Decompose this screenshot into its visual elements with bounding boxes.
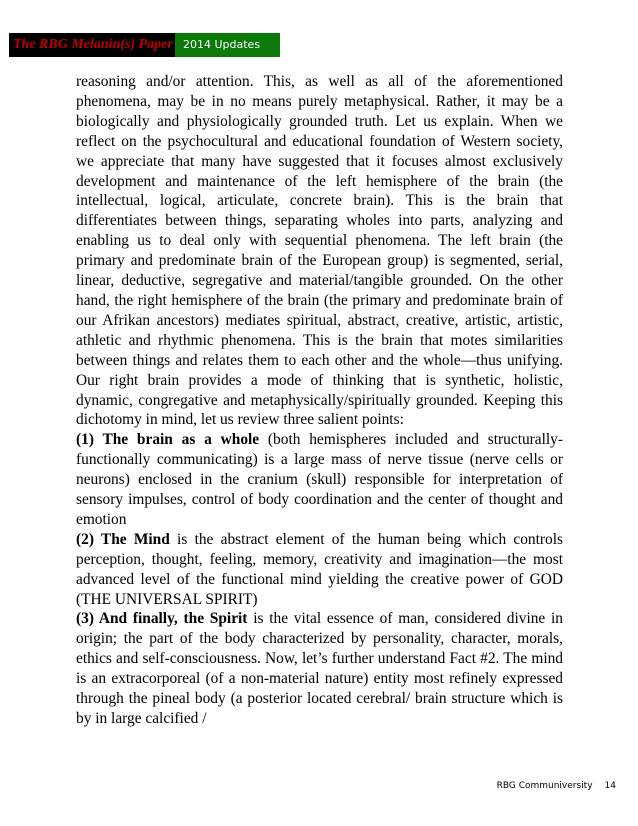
intro-paragraph: reasoning and/or attention. This, as well as all of the aforementioned phenomena, may be in no means purely metaphysical. Rather, it may be a biologically and physiologically grounded truth. Let us explain. When we reflect on the psychocultural and educational foundation of Western society, we appreciate that many have suggested that it focuses almost exclusively development and maintenance of the left hemisphere of the brain (the intellectual, logical, articulate, concrete brain). This is the brain that differentiates between things, separating wholes into parts, analyzing and enabling us to deal only with sequential phenomena. The left brain (the primary and predominate brain of the European group) is segmented, serial, linear, deductive, segregative and material/tangible grounded. On the other hand, the right hemisphere of the brain (the primary and predominate brain of our Afrikan ancestors) mediates spiritual, abstract, creative, artistic, artistic, athletic and rhythmic phenomena. This is the brain that motes similarities between things and relates them to each other and the whole—thus unifying. Our right brain provides a mode of thinking that is synthetic, holistic, dynamic, congregative and metaphysically/spiritually grounded. Keeping this dichotomy in mind, let us review three salient points:: [76, 73, 563, 429]
header-title: The RBG Melanin(s) Paper: [9, 33, 175, 57]
page-header: [9, 33, 280, 57]
page-number: 14: [604, 781, 616, 791]
page-footer: [497, 781, 616, 791]
point-3-text: is the vital essence of man, considered divine in origin; the part of the body characterized by personality, character, morals, ethics and self-consciousness. Now, let’s further understand Fact #2. The mind is an extracorporeal (of a non-material nature) entity most refinely expressed through the pineal body (a posterior located cerebral/ brain structure which is by in large calcified /: [76, 610, 564, 727]
header-tag: 2014 Updates: [175, 33, 280, 57]
point-3: [76, 609, 563, 728]
point-1: [76, 430, 563, 530]
footer-source: RBG Communiversity: [496, 781, 593, 791]
point-2-text: is the abstract element of the human being which controls perception, thought, feeling, memory, creativity and imagination—the most advanced level of the functional mind yielding the creative power of GOD (THE UNIVERSAL SPIRIT): [76, 530, 563, 608]
point-2-lead: (2) The Mind: [76, 530, 170, 548]
point-3-lead: (3) And finally, the Spirit: [76, 610, 248, 628]
point-1-text: (both hemispheres included and structurally-functionally communicating) is a large mass of nerve tissue (nerve cells or neurons) enclosed in the cranium (skull) responsible for interpretation of sensory impulses, control of body coordination and the center of thought and emotion: [76, 431, 563, 528]
point-2: [76, 530, 563, 610]
body-text: [76, 72, 563, 729]
point-1-lead: (1) The brain as a whole: [76, 431, 260, 449]
